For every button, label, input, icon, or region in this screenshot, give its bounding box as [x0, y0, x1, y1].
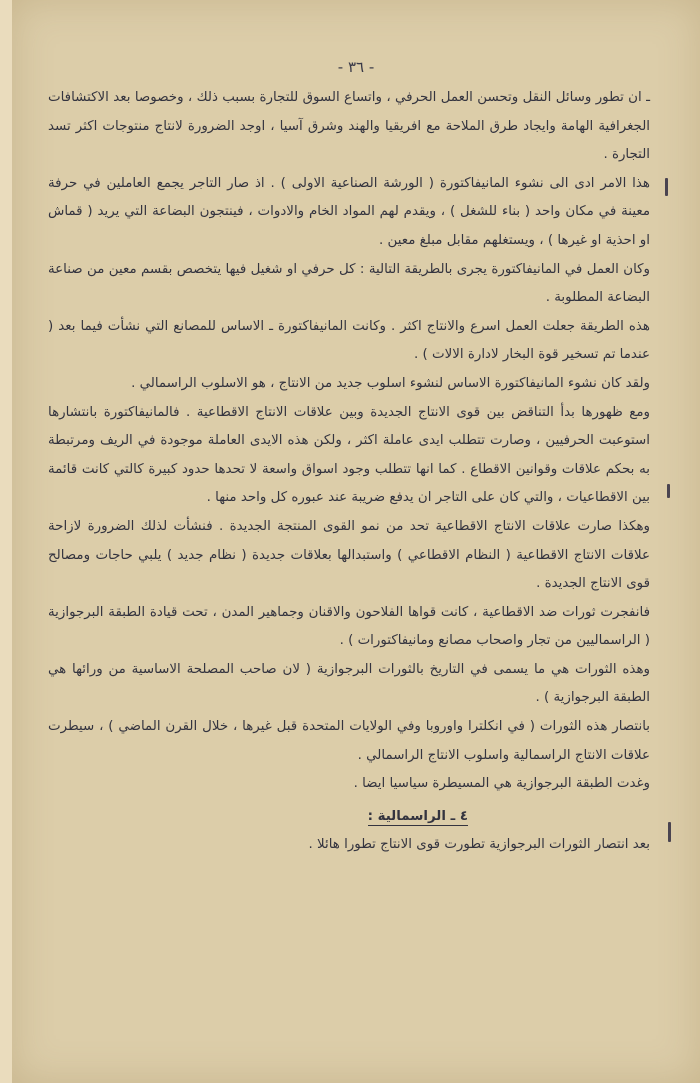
paragraph: وغدت الطبقة البرجوازية هي المسيطرة سياسيا ايضا . — [353, 776, 650, 792]
paragraph: وهكذا صارت علاقات الانتاج الاقطاعية تحد من نمو القوى المنتجة الجديدة . فنشأت لذلك الضرورة لازاحة علاقات الانتاج الاقطاعية ( النظام الاقطاعي ) واستبدالها بعلاقات جديدة ( نظام جديد ) يلبي حاجات ومصالح قوى الانتاج الجديدة . — [48, 518, 650, 592]
paragraph: ومع ظهورها بدأ التناقض بين قوى الانتاج الجديدة وبين علاقات الانتاج الاقطاعية . فالمانيفاكتورة بانتشارها استوعبت الحرفيين ، وصارت تتطلب ايدى عاملة اكثر ، ولكن هذه الايدى العاملة موجودة في الريف ومرتبطة به بحكم علاقات وقوانين الاقطاع . كما انها تتطلب وجود اسواق واسعة لا تحدها حدود كبيرة كالتي كانت قائمة بين الاقطاعيات ، والتي كان على التاجر ان يدفع ضريبة عند عبوره كل واحد منها . — [48, 404, 650, 506]
paragraph: بعد انتصار الثورات البرجوازية تطورت قوى الانتاج تطورا هائلا . — [308, 837, 650, 853]
paragraph: هذه الطريقة جعلت العمل اسرع والانتاج اكثر . وكانت المانيفاكتورة ـ الاساس للمصانع التي نشأت فيما بعد ( عندما تم تسخير قوة البخار لادارة الالات ) . — [48, 318, 650, 363]
section-heading-text: ٤ ـ الراسمالية : — [367, 808, 468, 824]
document-body — [48, 84, 668, 860]
paragraph: وكان العمل في المانيفاكتورة يجرى بالطريقة التالية : كل حرفي او شغيل فيها يتخصص بقسم معين من صناعة البضاعة المطلوبة . — [48, 261, 650, 306]
paragraph: بانتصار هذه الثورات ( في انكلترا واوروبا وفي الولايات المتحدة قبل غيرها ، خلال القرن الماضي ) ، سيطرت علاقات الانتاج الراسمالية واسلوب الانتاج الراسمالي . — [48, 719, 650, 763]
document-page — [12, 0, 700, 1083]
paragraph: هذا الامر ادى الى نشوء المانيفاكتورة ( الورشة الصناعية الاولى ) . اذ صار التاجر يجمع العاملين في حرفة معينة في مكان واحد ( بناء للشغل ) ، ويقدم لهم المواد الخام والادوات ، فينتجون البضاعة التي يريد ( قماش او احذية او غيرها ) ، ويستغلهم مقابل مبلغ معين . — [48, 175, 650, 248]
paragraph: ـ ان تطور وسائل النقل وتحسن العمل الحرفي ، واتساع السوق للتجارة بسبب ذلك ، وخصوصا بعد الاكتشافات الجغرافية الهامة وايجاد طرق الملاحة مع افريقيا والهند وشرق آسيا ، اوجد الضرورة لانتاج منتوجات اكثر تسد التجارة . — [48, 90, 650, 163]
paragraph: فانفجرت ثورات ضد الاقطاعية ، كانت قواها الفلاحون والاقنان وجماهير المدن ، تحت قيادة الطبقة البرجوازية ( الراسماليين من تجار واصحاب مصانع ومانيفاكتورات ) . — [48, 604, 650, 649]
paragraph: ولقد كان نشوء المانيفاكتورة الاساس لنشوء اسلوب جديد من الانتاج ، هو الاسلوب الراسمالي . — [131, 375, 650, 391]
page-number: - ٣٦ - — [337, 58, 375, 76]
section-heading — [48, 803, 668, 832]
scan-edge — [0, 0, 12, 1083]
margin-mark — [668, 822, 671, 842]
paragraph: وهذه الثورات هي ما يسمى في التاريخ بالثورات البرجوازية ( لان صاحب المصلحة الاساسية من ورائها هي الطبقة البرجوازية ) . — [48, 661, 650, 706]
